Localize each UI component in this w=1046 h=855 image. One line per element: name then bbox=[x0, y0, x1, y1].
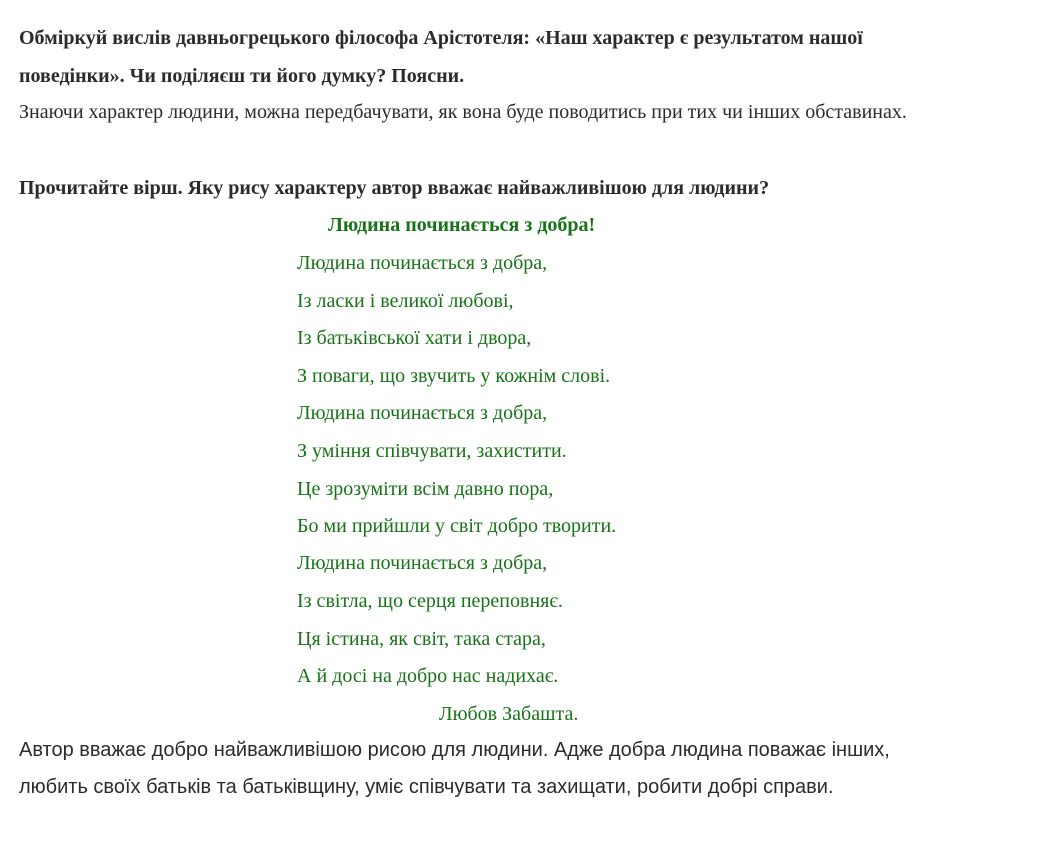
poem-line: Це зрозуміти всім давно пора, bbox=[297, 478, 554, 500]
poem-line: Ця істина, як світ, така стара, bbox=[297, 628, 546, 650]
poem-line: А й досі на добро нас надихає. bbox=[297, 665, 559, 687]
poem-title: Людина починається з добра! bbox=[328, 214, 596, 236]
task1-question-line2: поведінки». Чи поділяєш ти його думку? Поясни. bbox=[19, 65, 465, 87]
poem-line: З поваги, що звучить у кожнім слові. bbox=[297, 365, 611, 387]
poem-line: Із батьківської хати і двора, bbox=[297, 327, 532, 349]
poem-line: Бо ми прийшли у світ добро творити. bbox=[297, 515, 617, 537]
task1-answer: Знаючи характер людини, можна передбачувати, як вона буде поводитись при тих чи інших обставинах. bbox=[19, 101, 907, 123]
task2-question: Прочитайте вірш. Яку рису характеру автор вважає найважливішою для людини? bbox=[19, 177, 770, 199]
answer2-line2: любить своїх батьків та батьківщину, уміє співчувати та захищати, робити добрі справи. bbox=[19, 776, 834, 798]
poem-line: З уміння співчувати, захистити. bbox=[297, 440, 567, 462]
answer2-line1: Автор вважає добро найважливішою рисою для людини. Адже добра людина поважає інших, bbox=[19, 739, 890, 761]
poem-line: Людина починається з добра, bbox=[297, 252, 548, 274]
poem-line: Із ласки і великої любові, bbox=[297, 290, 514, 312]
poem-line: Із світла, що серця переповняє. bbox=[297, 590, 563, 612]
poem-author: Любов Забашта. bbox=[439, 703, 579, 725]
task1-question-line1: Обміркуй вислів давньогрецького філософа Арістотеля: «Наш характер є результатом нашої bbox=[19, 27, 863, 49]
poem-line: Людина починається з добра, bbox=[297, 402, 548, 424]
poem-line: Людина починається з добра, bbox=[297, 552, 548, 574]
